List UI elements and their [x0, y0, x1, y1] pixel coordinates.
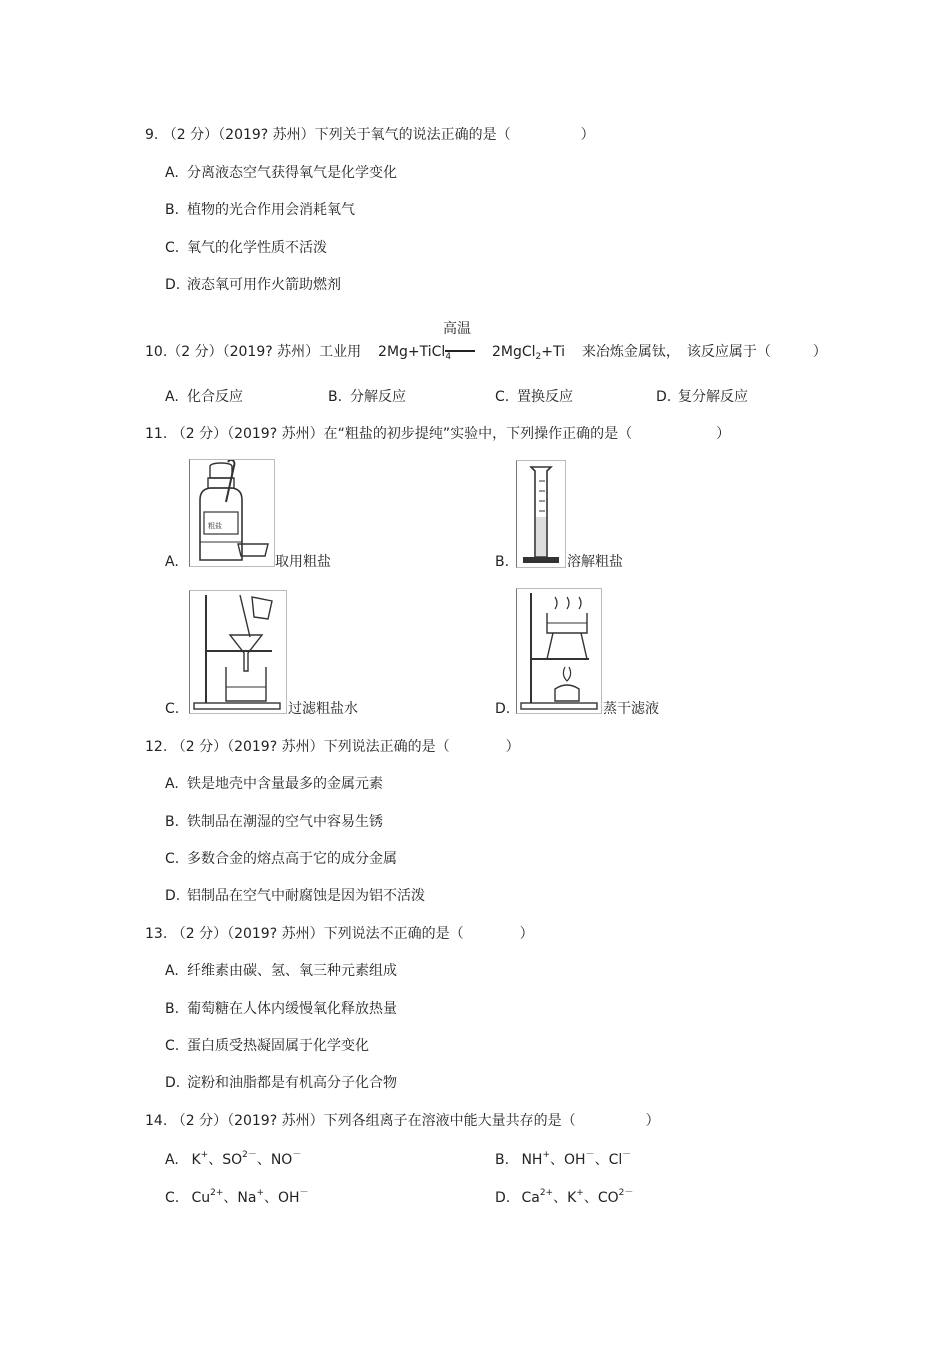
ion-symbol: Cl — [608, 1152, 623, 1168]
option-text: 分解反应 — [350, 389, 406, 405]
option-letter: C. — [165, 851, 180, 867]
ion-symbol: K — [567, 1190, 577, 1206]
separator: 、 — [208, 1152, 223, 1168]
q14-option-c[interactable] — [165, 1189, 309, 1207]
option-text: 复分解反应 — [678, 389, 748, 405]
ion-symbol: OH — [564, 1152, 586, 1168]
ion-charge: 2+ — [210, 1188, 224, 1198]
ion — [271, 1152, 302, 1168]
q11-stem: 11. （2 分）（2019? 苏州）在“粗盐的初步提纯”实验中，下列操作正确的是（ ） — [145, 426, 731, 442]
q14-option-d[interactable] — [495, 1189, 633, 1207]
ion-charge: + — [576, 1188, 584, 1198]
option-text: 纤维素由碳、氢、氧三种元素组成 — [187, 963, 397, 979]
filtration-setup-icon[interactable] — [189, 590, 287, 714]
q9-option-d[interactable] — [165, 276, 341, 294]
option-text: 置换反应 — [517, 389, 573, 405]
q9-option-c[interactable] — [165, 239, 327, 257]
option-text: 多数合金的熔点高于它的成分金属 — [187, 851, 397, 867]
products — [492, 344, 565, 360]
products-formula: 2MgCl — [491, 344, 536, 360]
option-letter: D. — [165, 277, 181, 293]
separator: 、 — [594, 1152, 609, 1168]
q10-option-d[interactable] — [656, 388, 748, 406]
option-letter: C. — [165, 1190, 180, 1206]
q9-stem: 9. （2 分）（2019? 苏州）下列关于氧气的说法正确的是（ ） — [145, 127, 595, 143]
option-text: 铁制品在潮湿的空气中容易生锈 — [187, 814, 383, 830]
ion — [222, 1152, 257, 1168]
ion-symbol: Na — [237, 1190, 257, 1206]
q11-option-c-letter[interactable]: C. — [165, 701, 180, 717]
q10-stem-suffix: 来冶炼金属钛， 该反应属于（ ） — [581, 344, 827, 360]
q11-option-a-letter[interactable]: A. — [165, 554, 179, 570]
q12-option-d[interactable] — [165, 887, 425, 905]
q11-option-b-letter[interactable]: B. — [495, 554, 510, 570]
option-text: 铁是地壳中含量最多的金属元素 — [187, 776, 383, 792]
option-letter: C. — [165, 1038, 180, 1054]
option-text: 分离液态空气获得氧气是化学变化 — [187, 165, 397, 181]
q11-option-c-caption: 过滤粗盐水 — [288, 701, 358, 717]
ion — [567, 1190, 584, 1206]
reactants — [378, 344, 451, 360]
separator: 、 — [583, 1190, 598, 1206]
option-letter: B. — [165, 1001, 180, 1017]
ion-charge: + — [256, 1188, 264, 1198]
svg-text:粗盐: 粗盐 — [208, 522, 222, 530]
ion — [278, 1190, 309, 1206]
ion-charge: － — [585, 1150, 595, 1160]
q12-stem: 12. （2 分）（2019? 苏州）下列说法正确的是（ ） — [145, 739, 520, 755]
separator: 、 — [553, 1190, 568, 1206]
q11-option-d-letter[interactable]: D. — [495, 701, 511, 717]
reactants-formula: 2Mg+TiCl — [378, 344, 446, 360]
ion-charge: － — [292, 1150, 302, 1160]
option-letter: A. — [165, 1152, 179, 1168]
q10-stem — [145, 343, 827, 361]
reaction-condition: 高温 — [443, 321, 471, 337]
option-letter: A. — [165, 776, 179, 792]
separator: 、 — [256, 1152, 271, 1168]
q10-option-a[interactable] — [165, 388, 243, 406]
option-letter: A. — [165, 389, 179, 405]
q12-option-c[interactable] — [165, 850, 397, 868]
option-text: 蛋白质受热凝固属于化学变化 — [187, 1038, 369, 1054]
separator: 、 — [550, 1152, 564, 1168]
ion-charge: + — [200, 1150, 209, 1160]
separator: 、 — [264, 1190, 278, 1206]
option-letter: B. — [165, 814, 180, 830]
ion — [521, 1190, 553, 1206]
ion-symbol: K — [191, 1152, 201, 1168]
ion-symbol: NO — [270, 1152, 293, 1168]
q11-option-d-caption: 蒸干滤液 — [603, 701, 659, 717]
ion — [237, 1190, 264, 1206]
ion-symbol: OH — [278, 1190, 300, 1206]
ion-symbol: CO — [597, 1190, 619, 1206]
products-tail: +Ti — [541, 344, 565, 360]
ion — [191, 1152, 208, 1168]
q14-stem: 14. （2 分）（2019? 苏州）下列各组离子在溶液中能大量共存的是（ ） — [145, 1113, 660, 1129]
q13-stem: 13. （2 分）（2019? 苏州）下列说法不正确的是（ ） — [145, 926, 534, 942]
option-letter: A. — [165, 165, 179, 181]
option-letter: B. — [165, 202, 180, 218]
evaporation-setup-icon[interactable] — [516, 588, 602, 714]
salt-bottle-icon[interactable] — [189, 459, 275, 567]
ion-charge: － — [299, 1188, 309, 1198]
products-subscript: 2 — [535, 352, 542, 362]
q11-option-a-caption: 取用粗盐 — [275, 554, 331, 570]
ion-charge: + — [542, 1150, 550, 1160]
ion — [521, 1152, 550, 1168]
ion — [598, 1190, 634, 1206]
option-letter: D. — [656, 389, 672, 405]
ion-charge: 2－ — [618, 1188, 634, 1198]
option-letter: C. — [495, 389, 510, 405]
q11-option-b-caption: 溶解粗盐 — [567, 554, 623, 570]
option-text: 化合反应 — [187, 389, 243, 405]
option-text: 植物的光合作用会消耗氧气 — [187, 202, 355, 218]
reaction-equals-sign — [445, 350, 475, 352]
option-text: 铝制品在空气中耐腐蚀是因为铝不活泼 — [187, 888, 425, 904]
option-letter: B. — [495, 1152, 510, 1168]
ion — [191, 1190, 223, 1206]
q13-option-a[interactable] — [165, 962, 397, 980]
option-letter: A. — [165, 963, 179, 979]
option-letter: D. — [165, 888, 181, 904]
q14-option-b[interactable] — [495, 1151, 631, 1169]
q12-option-b[interactable] — [165, 813, 383, 831]
ion-charge: － — [622, 1150, 632, 1160]
ion — [564, 1152, 595, 1168]
option-text: 液态氧可用作火箭助燃剂 — [187, 277, 341, 293]
option-letter: B. — [328, 389, 343, 405]
q9-option-a[interactable] — [165, 164, 397, 182]
q9-option-b[interactable] — [165, 201, 355, 219]
option-letter: D. — [495, 1190, 511, 1206]
graduated-cylinder-icon[interactable] — [516, 460, 566, 568]
q10-option-b[interactable] — [328, 388, 406, 406]
q13-option-d[interactable] — [165, 1074, 397, 1092]
q10-stem-prefix: 10.（2 分）（2019? 苏州）工业用 — [145, 344, 362, 360]
ion-charge: 2+ — [539, 1188, 554, 1198]
q14-option-a[interactable] — [165, 1151, 301, 1169]
ion-charge: 2－ — [242, 1150, 257, 1160]
option-text: 氧气的化学性质不活泼 — [187, 240, 327, 256]
ion — [609, 1152, 632, 1168]
ion-symbol: SO — [222, 1152, 243, 1168]
option-letter: C. — [165, 240, 180, 256]
q10-option-c[interactable] — [495, 388, 573, 406]
reactants-subscript: 4 — [445, 352, 452, 362]
ion-symbol: Ca — [521, 1190, 540, 1206]
option-text: 淀粉和油脂都是有机高分子化合物 — [187, 1075, 397, 1091]
option-letter: D. — [165, 1075, 181, 1091]
q13-option-c[interactable] — [165, 1037, 369, 1055]
option-text: 葡萄糖在人体内缓慢氧化释放热量 — [187, 1001, 397, 1017]
ion-symbol: Cu — [191, 1190, 211, 1206]
separator: 、 — [223, 1190, 238, 1206]
q13-option-b[interactable] — [165, 1000, 397, 1018]
ion-symbol: NH — [521, 1152, 543, 1168]
q12-option-a[interactable] — [165, 775, 383, 793]
